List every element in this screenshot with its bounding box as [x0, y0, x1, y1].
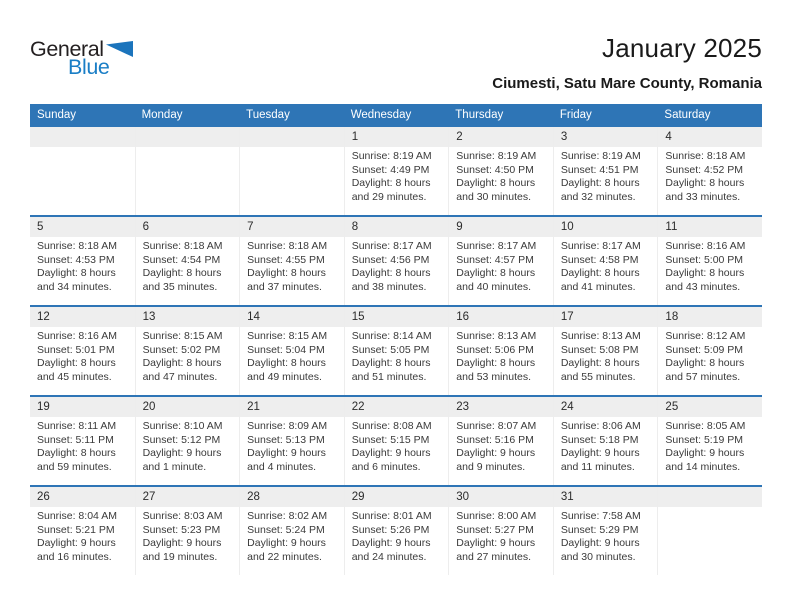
day-number-band	[345, 397, 449, 417]
day-cell	[657, 127, 762, 215]
day-cell	[30, 307, 135, 395]
day-cell	[448, 307, 553, 395]
day-detail-line: Sunrise: 7:58 AM	[560, 510, 641, 522]
day-detail-line: Sunset: 4:53 PM	[37, 253, 115, 266]
day-cell	[344, 127, 449, 215]
day-number-band	[658, 307, 762, 327]
day-detail-line: and 55 minutes.	[560, 370, 636, 383]
day-detail-line: Sunset: 4:54 PM	[142, 253, 221, 266]
day-detail-line: Daylight: 8 hours	[560, 357, 640, 369]
day-detail-line: and 16 minutes.	[37, 550, 112, 563]
day-detail-line: and 34 minutes.	[37, 280, 112, 293]
day-number-band	[240, 397, 344, 417]
day-detail-line: Sunset: 5:26 PM	[351, 523, 430, 536]
day-detail-line: Sunset: 5:15 PM	[351, 433, 430, 446]
day-cell	[239, 307, 344, 395]
day-detail-line: and 59 minutes.	[37, 460, 112, 473]
day-detail-line: Sunrise: 8:10 AM	[142, 420, 223, 432]
day-detail-line: Sunset: 5:09 PM	[665, 343, 744, 356]
day-details	[30, 327, 135, 384]
day-detail-line: and 49 minutes.	[247, 370, 322, 383]
day-detail-line: and 57 minutes.	[665, 370, 741, 383]
day-number-band	[658, 127, 762, 147]
day-detail-line: Sunrise: 8:19 AM	[351, 150, 432, 162]
day-number: 15	[351, 311, 365, 323]
day-cell	[657, 217, 762, 305]
day-number: 24	[560, 401, 574, 413]
day-cell	[553, 217, 658, 305]
day-detail-line: and 9 minutes.	[456, 460, 526, 473]
day-number-band	[345, 217, 449, 237]
day-detail-line: Daylight: 8 hours	[142, 357, 222, 369]
day-detail-line: Sunset: 5:24 PM	[247, 523, 325, 536]
day-cell	[30, 217, 135, 305]
title-block	[202, 33, 762, 92]
day-number: 12	[37, 311, 50, 323]
weekday-header-saturday: Saturday	[664, 108, 711, 121]
day-number-band	[449, 397, 553, 417]
day-number: 26	[37, 491, 50, 503]
day-detail-line: and 47 minutes.	[142, 370, 218, 383]
day-detail-line: Sunset: 4:56 PM	[351, 253, 430, 266]
day-number-band	[449, 307, 553, 327]
day-detail-line: Sunset: 5:27 PM	[456, 523, 534, 536]
day-detail-line: Daylight: 9 hours	[247, 447, 326, 459]
day-details	[449, 327, 553, 384]
day-number: 6	[142, 221, 149, 233]
day-cell	[448, 397, 553, 485]
day-details	[449, 147, 553, 204]
day-detail-line: Sunset: 4:58 PM	[560, 253, 639, 266]
day-details	[345, 327, 449, 384]
day-detail-line: Sunset: 5:12 PM	[142, 433, 221, 446]
day-number: 29	[351, 491, 365, 503]
day-number-band	[658, 397, 762, 417]
day-detail-line: and 45 minutes.	[37, 370, 112, 383]
day-cell	[239, 487, 344, 575]
day-detail-line: Sunrise: 8:18 AM	[37, 240, 117, 252]
day-details	[30, 147, 135, 150]
day-details	[345, 147, 449, 204]
week-row	[30, 125, 762, 215]
day-detail-line: Sunset: 5:04 PM	[247, 343, 325, 356]
day-cell	[553, 397, 658, 485]
day-details	[136, 507, 240, 564]
day-number: 1	[351, 131, 359, 143]
day-detail-line: Daylight: 9 hours	[142, 537, 222, 549]
location-subtitle: Ciumesti, Satu Mare County, Romania	[492, 75, 762, 92]
day-cell	[135, 487, 240, 575]
day-detail-line: Sunrise: 8:14 AM	[351, 330, 432, 342]
day-detail-line: Sunrise: 8:07 AM	[456, 420, 537, 432]
day-number-band	[345, 487, 449, 507]
day-detail-line: and 30 minutes.	[456, 190, 531, 203]
day-details	[449, 417, 553, 474]
day-detail-line: Daylight: 8 hours	[247, 267, 326, 279]
day-detail-line: and 11 minutes.	[560, 460, 635, 473]
day-detail-line: Daylight: 9 hours	[351, 537, 431, 549]
day-detail-line: Sunset: 5:16 PM	[456, 433, 534, 446]
weekday-header-thursday: Thursday	[455, 108, 504, 121]
day-cell	[448, 127, 553, 215]
day-detail-line: Sunrise: 8:04 AM	[37, 510, 117, 522]
day-detail-line: Daylight: 8 hours	[37, 267, 116, 279]
day-detail-line: Daylight: 9 hours	[456, 537, 536, 549]
day-detail-line: and 27 minutes.	[456, 550, 531, 563]
day-cell	[135, 217, 240, 305]
day-cell	[344, 217, 449, 305]
day-cell	[239, 397, 344, 485]
day-detail-line: Daylight: 8 hours	[456, 357, 536, 369]
day-number: 31	[560, 491, 574, 503]
day-number-band	[449, 127, 553, 147]
day-detail-line: and 33 minutes.	[665, 190, 741, 203]
day-details	[136, 417, 240, 474]
day-details	[658, 147, 762, 204]
day-number: 22	[351, 401, 365, 413]
day-number-band	[240, 127, 344, 147]
day-number: 7	[247, 221, 254, 233]
day-detail-line: Sunrise: 8:17 AM	[351, 240, 432, 252]
day-number-band	[240, 217, 344, 237]
day-detail-line: Sunrise: 8:09 AM	[247, 420, 328, 432]
week-row	[30, 395, 762, 485]
day-cell	[344, 487, 449, 575]
day-detail-line: Daylight: 8 hours	[142, 267, 222, 279]
day-detail-line: Sunset: 4:55 PM	[247, 253, 325, 266]
day-detail-line: Sunrise: 8:12 AM	[665, 330, 746, 342]
day-details	[30, 507, 135, 564]
day-detail-line: Daylight: 8 hours	[456, 267, 536, 279]
day-detail-line: Sunset: 5:21 PM	[37, 523, 115, 536]
day-number-band	[136, 487, 240, 507]
day-number-band	[554, 487, 658, 507]
day-detail-line: Sunrise: 8:06 AM	[560, 420, 641, 432]
day-number-band	[136, 217, 240, 237]
day-number-band	[136, 127, 240, 147]
day-details	[554, 327, 658, 384]
day-detail-line: and 37 minutes.	[247, 280, 322, 293]
day-number-band	[30, 127, 135, 147]
day-number-band	[554, 397, 658, 417]
day-detail-line: Daylight: 8 hours	[665, 267, 745, 279]
day-detail-line: Sunset: 5:02 PM	[142, 343, 221, 356]
day-detail-line: Sunset: 5:19 PM	[665, 433, 744, 446]
day-detail-line: Daylight: 9 hours	[351, 447, 431, 459]
day-cell	[135, 397, 240, 485]
day-details	[136, 147, 240, 150]
day-detail-line: Daylight: 8 hours	[560, 177, 640, 189]
day-detail-line: Daylight: 9 hours	[456, 447, 536, 459]
day-detail-line: Sunset: 5:29 PM	[560, 523, 639, 536]
logo-text-blue: Blue	[68, 55, 110, 79]
day-details	[30, 417, 135, 474]
day-number-band	[240, 307, 344, 327]
day-number: 5	[37, 221, 44, 233]
day-details	[240, 507, 344, 564]
day-number: 9	[456, 221, 463, 233]
day-details	[449, 507, 553, 564]
day-number-band	[554, 307, 658, 327]
day-detail-line: Sunset: 5:23 PM	[142, 523, 221, 536]
day-number: 14	[247, 311, 260, 323]
weekday-header-friday: Friday	[559, 108, 592, 121]
day-detail-line: and 4 minutes.	[247, 460, 317, 473]
day-detail-line: Sunset: 5:00 PM	[665, 253, 744, 266]
day-number-band	[345, 127, 449, 147]
day-cell	[657, 307, 762, 395]
day-cell	[657, 397, 762, 485]
general-blue-logo	[30, 37, 150, 83]
day-detail-line: Daylight: 8 hours	[351, 267, 431, 279]
day-details	[240, 147, 344, 150]
day-details	[345, 417, 449, 474]
day-number-band	[449, 217, 553, 237]
day-detail-line: Sunset: 4:51 PM	[560, 163, 639, 176]
day-detail-line: Sunrise: 8:05 AM	[665, 420, 746, 432]
day-detail-line: and 29 minutes.	[351, 190, 427, 203]
day-detail-line: Daylight: 8 hours	[560, 267, 640, 279]
day-details	[658, 327, 762, 384]
week-row	[30, 305, 762, 395]
day-detail-line: Daylight: 8 hours	[665, 177, 745, 189]
day-detail-line: Daylight: 8 hours	[665, 357, 745, 369]
day-cell	[344, 397, 449, 485]
day-detail-line: Daylight: 9 hours	[247, 537, 326, 549]
day-detail-line: Daylight: 9 hours	[37, 537, 116, 549]
day-detail-line: and 22 minutes.	[247, 550, 322, 563]
day-cell	[553, 127, 658, 215]
day-detail-line: Sunrise: 8:00 AM	[456, 510, 537, 522]
day-number: 16	[456, 311, 470, 323]
day-detail-line: Sunrise: 8:16 AM	[37, 330, 117, 342]
day-number: 8	[351, 221, 359, 233]
day-number-band	[658, 217, 762, 237]
day-detail-line: Sunset: 4:50 PM	[456, 163, 534, 176]
day-details	[345, 237, 449, 294]
day-detail-line: Sunrise: 8:18 AM	[665, 150, 746, 162]
day-number-band	[30, 307, 135, 327]
day-detail-line: and 41 minutes.	[560, 280, 636, 293]
month-title: January 2025	[602, 33, 762, 63]
day-detail-line: Sunrise: 8:15 AM	[247, 330, 328, 342]
day-detail-line: Sunrise: 8:15 AM	[142, 330, 223, 342]
day-detail-line: Daylight: 8 hours	[351, 177, 431, 189]
day-number: 30	[456, 491, 470, 503]
day-details	[240, 237, 344, 294]
day-details	[30, 237, 135, 294]
day-details	[240, 327, 344, 384]
day-cell	[448, 217, 553, 305]
day-detail-line: and 6 minutes.	[351, 460, 421, 473]
day-number: 27	[142, 491, 156, 503]
day-details	[658, 237, 762, 294]
day-detail-line: Sunset: 5:05 PM	[351, 343, 430, 356]
day-detail-line: and 40 minutes.	[456, 280, 531, 293]
day-number-band	[30, 397, 135, 417]
day-details	[136, 237, 240, 294]
day-detail-line: Sunset: 5:18 PM	[560, 433, 639, 446]
day-detail-line: and 32 minutes.	[560, 190, 636, 203]
day-detail-line: and 38 minutes.	[351, 280, 427, 293]
day-cell	[30, 487, 135, 575]
day-detail-line: and 51 minutes.	[351, 370, 427, 383]
day-cell	[344, 307, 449, 395]
empty-day-cell	[30, 127, 135, 215]
day-number-band	[240, 487, 344, 507]
day-details	[345, 507, 449, 564]
day-detail-line: Sunrise: 8:13 AM	[560, 330, 641, 342]
day-detail-line: Sunrise: 8:13 AM	[456, 330, 537, 342]
day-details	[240, 417, 344, 474]
day-number-band	[658, 487, 762, 507]
day-cell	[553, 487, 658, 575]
day-detail-line: Sunset: 4:52 PM	[665, 163, 744, 176]
empty-day-cell	[657, 487, 762, 575]
day-number: 2	[456, 131, 463, 143]
day-detail-line: Sunrise: 8:16 AM	[665, 240, 746, 252]
day-detail-line: Sunrise: 8:17 AM	[456, 240, 537, 252]
day-detail-line: Daylight: 9 hours	[560, 447, 640, 459]
day-number-band	[449, 487, 553, 507]
day-detail-line: Sunrise: 8:18 AM	[142, 240, 223, 252]
day-detail-line: Sunrise: 8:02 AM	[247, 510, 328, 522]
day-cell	[135, 307, 240, 395]
day-number: 21	[247, 401, 260, 413]
day-details	[658, 507, 762, 510]
day-detail-line: Sunset: 4:57 PM	[456, 253, 534, 266]
day-details	[554, 147, 658, 204]
day-number-band	[554, 217, 658, 237]
day-number: 10	[560, 221, 574, 233]
day-number: 19	[37, 401, 50, 413]
day-detail-line: and 1 minute.	[142, 460, 207, 473]
day-cell	[553, 307, 658, 395]
weekday-header-monday: Monday	[141, 108, 183, 121]
day-cell	[448, 487, 553, 575]
day-cell	[30, 397, 135, 485]
day-number: 11	[665, 221, 678, 233]
day-detail-line: and 14 minutes.	[665, 460, 741, 473]
day-detail-line: Daylight: 8 hours	[456, 177, 536, 189]
day-detail-line: Sunset: 5:08 PM	[560, 343, 639, 356]
empty-day-cell	[239, 127, 344, 215]
week-row	[30, 215, 762, 305]
day-detail-line: Daylight: 9 hours	[560, 537, 640, 549]
day-number: 17	[560, 311, 574, 323]
day-details	[136, 327, 240, 384]
day-detail-line: Sunrise: 8:08 AM	[351, 420, 432, 432]
day-detail-line: Daylight: 8 hours	[351, 357, 431, 369]
weekday-header-row	[30, 104, 762, 125]
weekday-header-tuesday: Tuesday	[246, 108, 290, 121]
day-detail-line: and 24 minutes.	[351, 550, 427, 563]
day-number-band	[345, 307, 449, 327]
day-detail-line: and 19 minutes.	[142, 550, 218, 563]
day-detail-line: Sunset: 5:11 PM	[37, 433, 114, 446]
day-details	[554, 417, 658, 474]
logo-text-general: General	[30, 37, 104, 61]
day-number: 3	[560, 131, 568, 143]
day-number: 18	[665, 311, 679, 323]
weekday-header-sunday: Sunday	[37, 108, 77, 121]
day-detail-line: Daylight: 8 hours	[37, 357, 116, 369]
empty-day-cell	[135, 127, 240, 215]
day-details	[554, 237, 658, 294]
day-detail-line: Daylight: 8 hours	[247, 357, 326, 369]
day-detail-line: Sunset: 5:01 PM	[37, 343, 115, 356]
day-details	[554, 507, 658, 564]
day-detail-line: Sunrise: 8:19 AM	[456, 150, 537, 162]
day-number-band	[136, 307, 240, 327]
day-details	[658, 417, 762, 474]
day-detail-line: and 43 minutes.	[665, 280, 741, 293]
day-detail-line: Daylight: 9 hours	[665, 447, 745, 459]
day-detail-line: Daylight: 9 hours	[142, 447, 222, 459]
day-details	[449, 237, 553, 294]
day-detail-line: Sunrise: 8:17 AM	[560, 240, 641, 252]
day-detail-line: and 53 minutes.	[456, 370, 531, 383]
day-number: 23	[456, 401, 470, 413]
day-detail-line: Sunrise: 8:18 AM	[247, 240, 328, 252]
day-number: 4	[665, 131, 672, 143]
day-number-band	[554, 127, 658, 147]
day-number-band	[136, 397, 240, 417]
day-detail-line: and 30 minutes.	[560, 550, 636, 563]
day-number: 28	[247, 491, 260, 503]
calendar-grid	[30, 125, 762, 575]
day-detail-line: Sunrise: 8:11 AM	[37, 420, 117, 432]
day-detail-line: Sunset: 5:06 PM	[456, 343, 534, 356]
day-cell	[239, 217, 344, 305]
day-detail-line: Sunrise: 8:19 AM	[560, 150, 641, 162]
day-number: 20	[142, 401, 156, 413]
day-number-band	[30, 217, 135, 237]
day-number: 13	[142, 311, 156, 323]
day-number: 25	[665, 401, 679, 413]
logo-triangle-icon	[106, 41, 133, 57]
day-detail-line: Sunrise: 8:01 AM	[351, 510, 432, 522]
day-detail-line: Sunset: 4:49 PM	[351, 163, 430, 176]
weekday-header-wednesday: Wednesday	[350, 108, 412, 121]
calendar	[30, 104, 762, 575]
day-detail-line: Sunset: 5:13 PM	[247, 433, 325, 446]
week-row	[30, 485, 762, 575]
day-detail-line: and 35 minutes.	[142, 280, 218, 293]
day-detail-line: Daylight: 8 hours	[37, 447, 116, 459]
day-detail-line: Sunrise: 8:03 AM	[142, 510, 223, 522]
day-number-band	[30, 487, 135, 507]
